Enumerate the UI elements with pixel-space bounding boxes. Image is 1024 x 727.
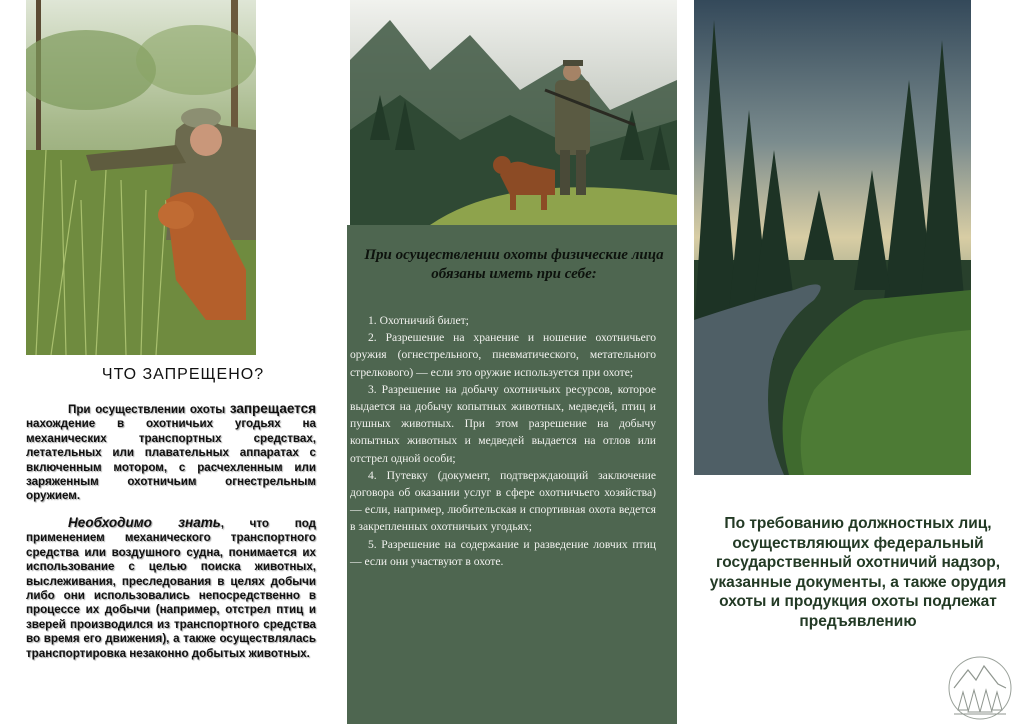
list-item: 4. Путевку (документ, подтверждающий заключение договора об оказании услуг в сфере охотничьего хозяйства) — если, например, любительская и спортивная охота ведется в закрепленных охотничьих угодьях; — [350, 468, 656, 534]
mountain-forest-emblem-icon — [944, 654, 1016, 722]
list-item: 2. Разрешение на хранение и ношение охотничьего оружия (огнестрельного, пневматического, метательного стрелкового) — если это оружие используется при охоте; — [350, 331, 656, 379]
required-documents-list — [350, 312, 656, 570]
forest-river-photo — [694, 0, 971, 475]
list-item: 1. Охотничий билет; — [368, 314, 469, 327]
inspection-notice: По требованию должностных лиц, осуществляющих федеральный государственный охотничий надзор, указанные документы, а также орудия охоты и продукция охоты подлежат предъявлению — [709, 515, 1007, 630]
required-documents-heading: При осуществлении охоты физические лица обязаны иметь при себе: — [364, 247, 664, 282]
list-item: 5. Разрешение на содержание и разведение ловчих птиц — если они участвуют в охоте. — [350, 537, 656, 568]
hunter-with-dog-photo — [26, 0, 256, 355]
must-know-paragraph: Необходимо знать, что под применением механического транспортного средства или воздушного судна, понимается их использование с целью поиска животных, выслеживания, преследования в целях добычи либо они использовались непосредственно в процессе их добычи (например, отстрел птиц и зверей производился из транспортного средства во время его движения), а также осуществлялась транспортировка незаконно добытых животных. — [26, 515, 316, 660]
forbidden-paragraph: При осуществлении охоты запрещается нахождение в охотничьих угодьях на механических транспортных средствах, летательных или плавательных аппаратах с включенным мотором, с расчехленным или заряженным охотничьим огнестрельным оружием. — [26, 401, 316, 503]
list-item: 3. Разрешение на добычу охотничьих ресурсов, которое выдается на добычу копытных животных, медведей, птиц и пушных животных. При этом разрешение на добычу копытных животных и медведей выдается на отлов или отстрел одной особи; — [350, 382, 656, 465]
forbidden-title: ЧТО ЗАПРЕЩЕНО? — [101, 366, 265, 383]
hunter-with-rifle-and-dog-photo — [350, 0, 677, 225]
